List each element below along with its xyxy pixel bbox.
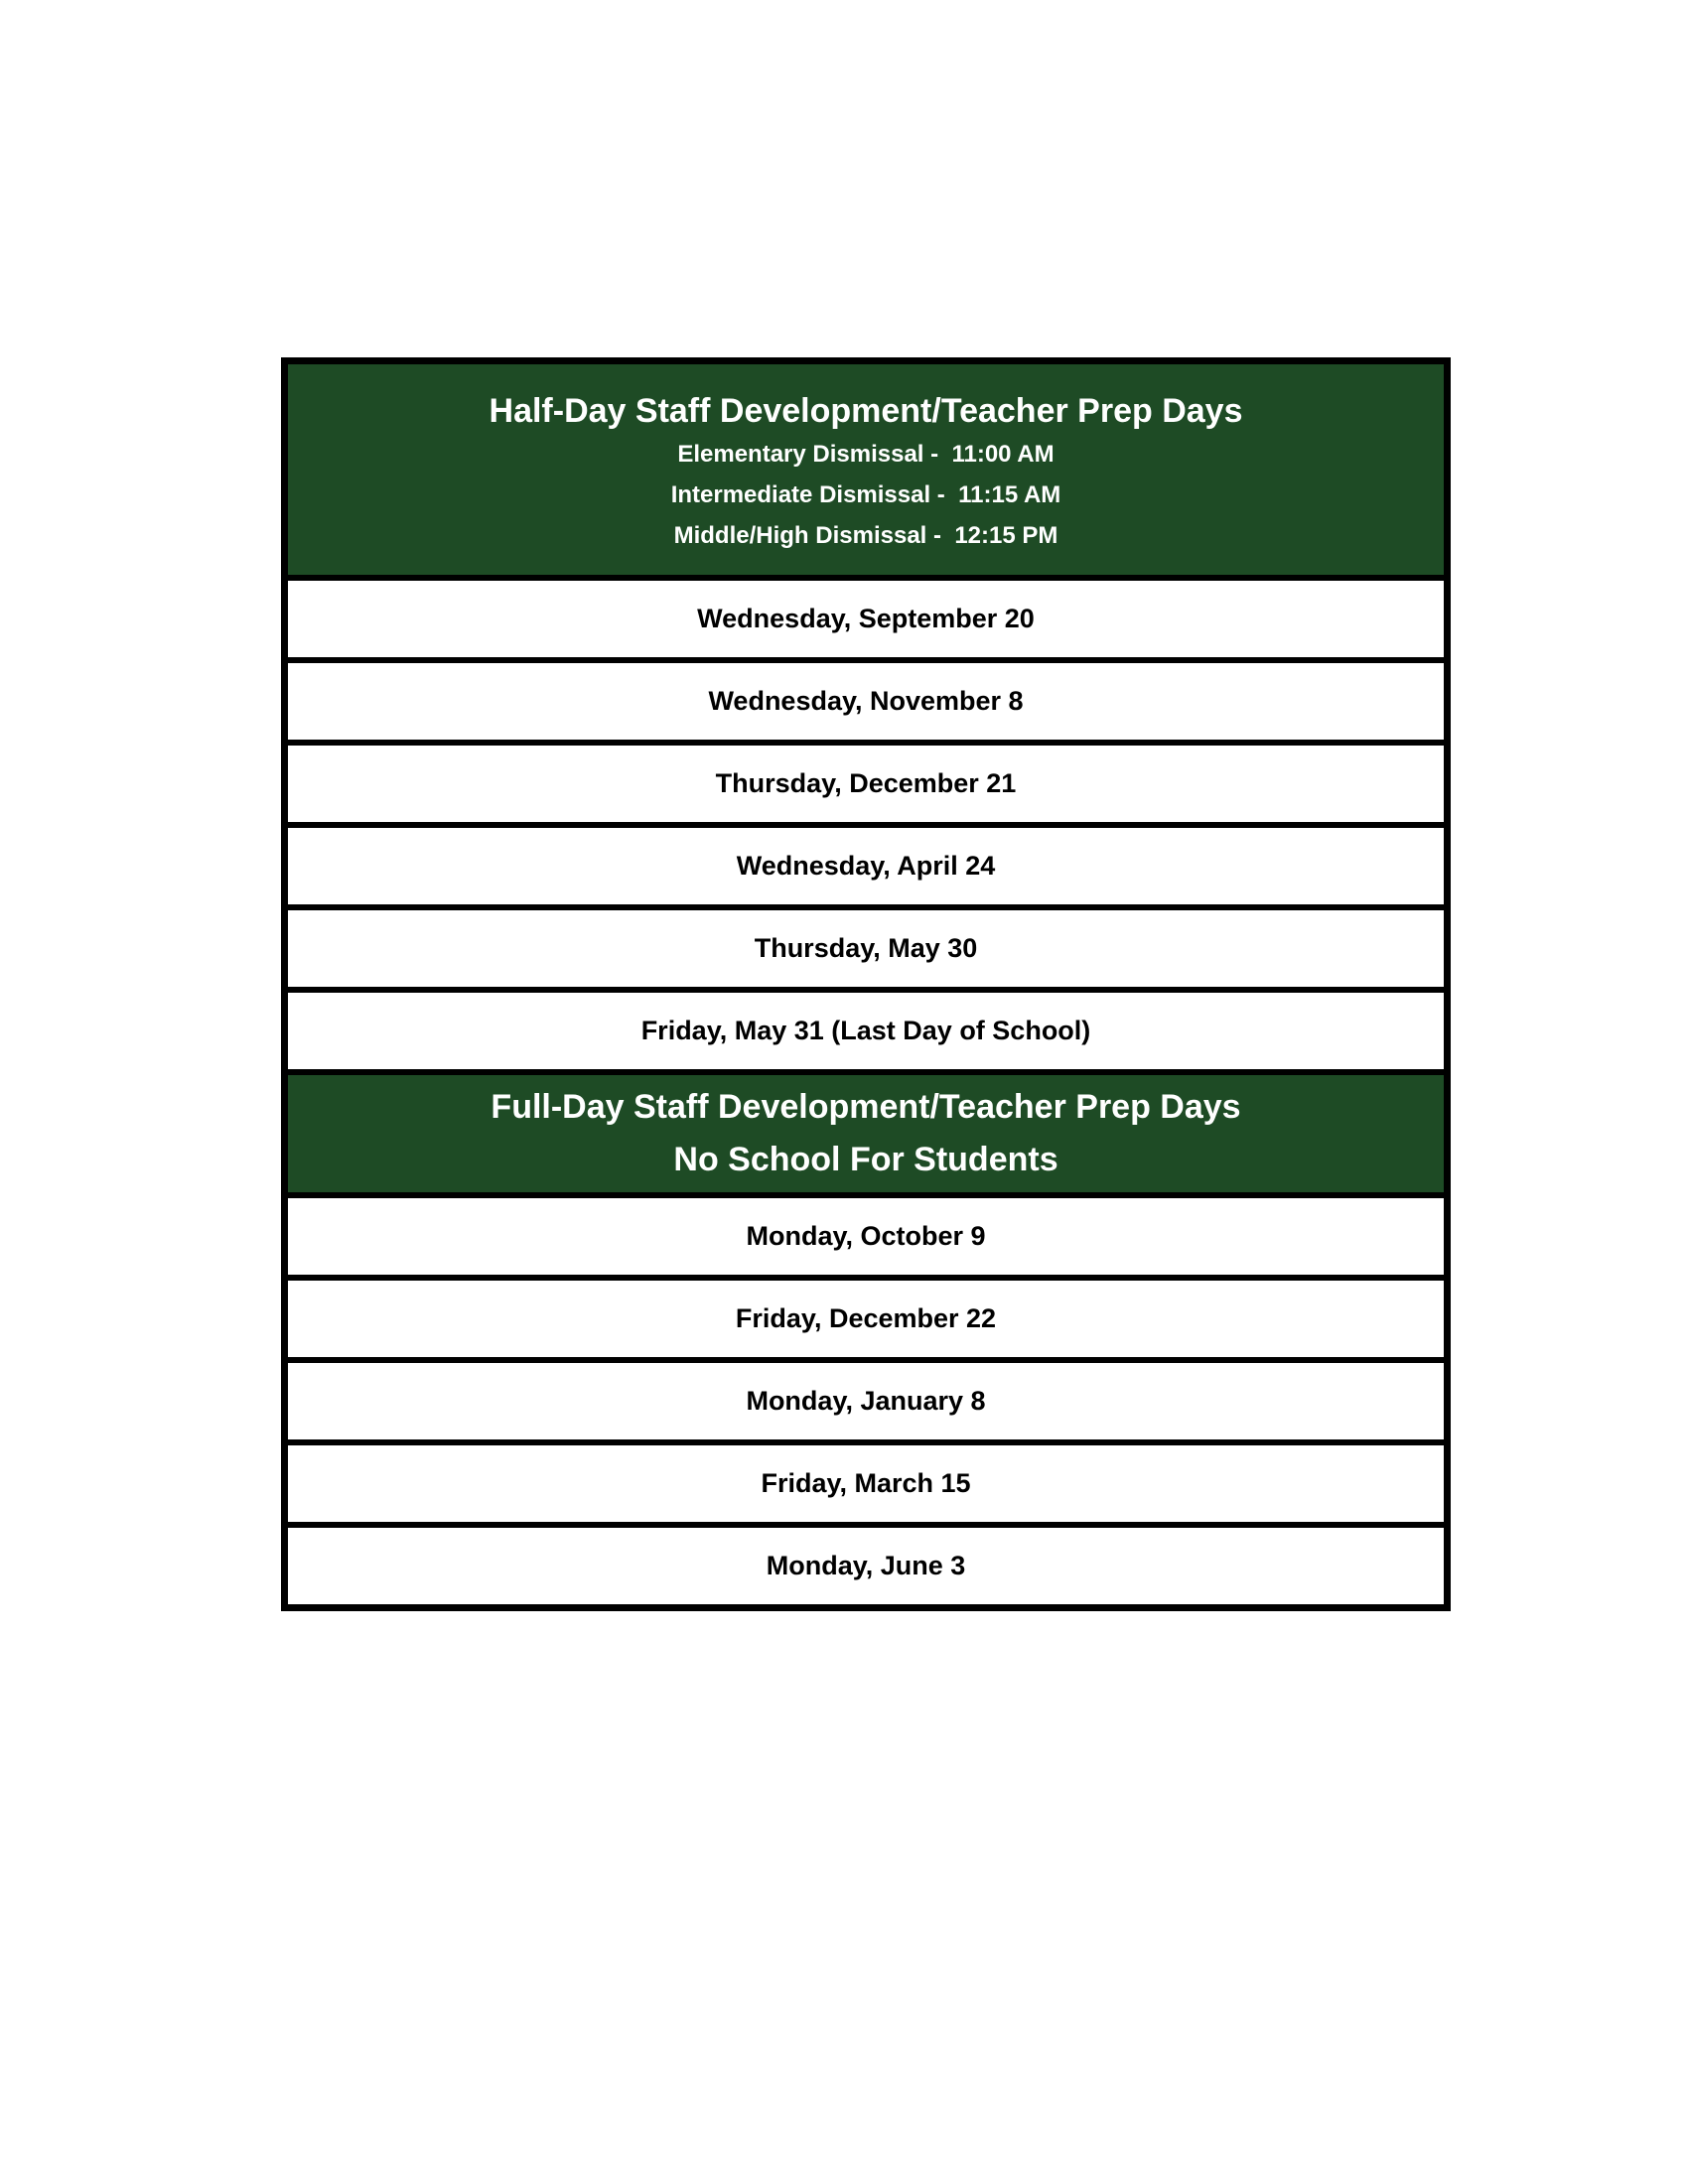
full-day-date-row: Monday, June 3 [288, 1522, 1444, 1604]
half-day-date-row: Friday, May 31 (Last Day of School) [288, 987, 1444, 1069]
full-day-date-row: Monday, January 8 [288, 1357, 1444, 1439]
half-day-date-row: Wednesday, November 8 [288, 657, 1444, 740]
full-day-date-row: Friday, December 22 [288, 1275, 1444, 1357]
full-day-title-line2: No School For Students [673, 1141, 1058, 1178]
half-day-date-row: Wednesday, April 24 [288, 822, 1444, 904]
staff-development-schedule-table [281, 357, 1451, 1611]
full-day-date-row: Monday, October 9 [288, 1192, 1444, 1275]
elementary-dismissal-time: Elementary Dismissal - 11:00 AM [677, 441, 1055, 468]
full-day-section-header [288, 1069, 1444, 1192]
middle-high-dismissal-time: Middle/High Dismissal - 12:15 PM [673, 522, 1058, 549]
half-day-date-row: Wednesday, September 20 [288, 575, 1444, 657]
half-day-date-row: Thursday, May 30 [288, 904, 1444, 987]
half-day-title: Half-Day Staff Development/Teacher Prep Days [489, 392, 1243, 430]
half-day-section-header [288, 364, 1444, 575]
full-day-date-row: Friday, March 15 [288, 1439, 1444, 1522]
full-day-title-line1: Full-Day Staff Development/Teacher Prep Days [491, 1088, 1241, 1126]
intermediate-dismissal-time: Intermediate Dismissal - 11:15 AM [670, 481, 1061, 508]
half-day-date-row: Thursday, December 21 [288, 740, 1444, 822]
